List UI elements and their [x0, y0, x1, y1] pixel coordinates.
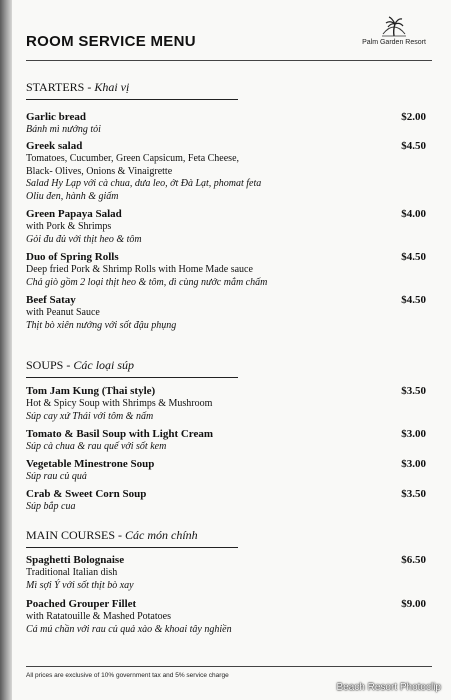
palm-tree-icon — [380, 16, 408, 38]
item-description: with Peanut Sauce — [26, 307, 100, 318]
menu-item-spaghetti-bolognaise — [26, 553, 426, 592]
item-description: with Ratatouille & Mashed Potatoes — [26, 611, 171, 622]
item-name: Vegetable Minestrone Soup — [26, 458, 155, 470]
item-price: $2.00 — [401, 111, 426, 123]
bottom-divider — [26, 666, 432, 667]
section-rule — [26, 99, 238, 100]
item-name: Duo of Spring Rolls — [26, 251, 119, 263]
item-price: $9.00 — [401, 598, 426, 610]
item-vietnamese: Bánh mì nướng tỏi — [26, 124, 101, 135]
menu-item-beef-satay — [26, 293, 426, 332]
item-vietnamese: Súp cà chua & rau quế với sốt kem — [26, 441, 167, 452]
menu-item-minestrone-soup — [26, 457, 426, 484]
item-name: Garlic bread — [26, 111, 86, 123]
resort-logo — [362, 16, 426, 46]
item-price: $4.50 — [401, 140, 426, 152]
item-description: Tomatoes, Cucumber, Green Capsicum, Feta Cheese, — [26, 153, 240, 164]
item-vietnamese: Súp bắp cua — [26, 501, 76, 512]
item-vietnamese: Súp cay xứ Thái với tôm & nấm — [26, 410, 154, 422]
section-rule — [26, 377, 238, 378]
item-price: $3.50 — [401, 385, 426, 397]
menu-item-garlic-bread — [26, 110, 426, 137]
section-starters-heading — [26, 80, 238, 100]
section-title: STARTERS - — [26, 80, 95, 94]
item-name: Green Papaya Salad — [26, 208, 122, 220]
menu-item-poached-grouper — [26, 597, 426, 636]
menu-item-tom-jam-kung — [26, 384, 426, 423]
item-price: $3.00 — [401, 428, 426, 440]
item-vietnamese: Thịt bò xiên nướng với sốt đậu phụng — [26, 319, 177, 331]
section-title: SOUPS - — [26, 358, 74, 372]
item-vietnamese: Chả giò gồm 2 loại thịt heo & tôm, dì cùng nước mắm chấm — [26, 276, 268, 288]
item-name: Crab & Sweet Corn Soup — [26, 488, 147, 500]
item-vietnamese: Gỏi đu đủ với thịt heo & tôm — [26, 233, 142, 245]
item-description: Black- Olives, Onions & Vinaigrette — [26, 165, 173, 177]
item-vietnamese: Oliu đen, hành & giấm — [26, 190, 119, 202]
logo-text: Palm Garden Resort — [362, 39, 426, 46]
section-rule — [26, 547, 238, 548]
item-name: Tomato & Basil Soup with Light Cream — [26, 428, 214, 440]
item-price: $3.50 — [401, 488, 426, 500]
page-shadow-edge — [0, 0, 12, 700]
item-description: Hot & Spicy Soup with Shrimps & Mushroom — [26, 398, 213, 409]
item-price: $4.50 — [401, 294, 426, 306]
menu-title: ROOM SERVICE MENU — [26, 33, 196, 50]
item-vietnamese: Mì sợi Ý với sốt thịt bò xay — [26, 579, 134, 591]
item-price: $3.00 — [401, 458, 426, 470]
section-soups-heading — [26, 358, 238, 378]
section-title-vi: Các loại súp — [73, 358, 135, 372]
photo-watermark: Beach Resort Photoclip — [336, 682, 441, 693]
menu-item-green-papaya-salad — [26, 207, 426, 246]
item-price: $6.50 — [401, 554, 426, 566]
item-vietnamese: Cá mú chần với rau củ quả xào & khoai tây nghiền — [26, 623, 232, 635]
item-price: $4.50 — [401, 251, 426, 263]
menu-item-duo-spring-rolls — [26, 250, 426, 289]
section-title-vi: Khai vị — [94, 80, 130, 94]
item-name: Spaghetti Bolognaise — [26, 554, 125, 566]
item-name: Tom Jam Kung (Thai style) — [26, 385, 156, 397]
section-main-courses-heading — [26, 528, 238, 548]
item-vietnamese: Súp rau củ quả — [26, 471, 87, 482]
menu-item-greek-salad — [26, 139, 426, 203]
item-price: $4.00 — [401, 208, 426, 220]
top-divider — [26, 60, 432, 61]
section-title: MAIN COURSES - — [26, 528, 126, 542]
tax-footnote: All prices are exclusive of 10% government tax and 5% service charge — [26, 672, 229, 679]
item-name: Poached Grouper Fillet — [26, 598, 137, 610]
menu-item-crab-corn-soup — [26, 487, 426, 514]
item-name: Beef Satay — [26, 294, 76, 306]
item-description: Traditional Italian dish — [26, 567, 118, 578]
item-name: Greek salad — [26, 140, 83, 152]
menu-item-tomato-basil-soup — [26, 427, 426, 454]
item-vietnamese: Salad Hy Lạp với cà chua, dưa leo, ớt Đà Lạt, phomat feta — [26, 178, 262, 189]
section-title-vi: Các món chính — [125, 528, 198, 542]
item-description: Deep fried Pork & Shrimp Rolls with Home Made sauce — [26, 264, 253, 275]
item-description: with Pork & Shrimps — [26, 221, 112, 232]
